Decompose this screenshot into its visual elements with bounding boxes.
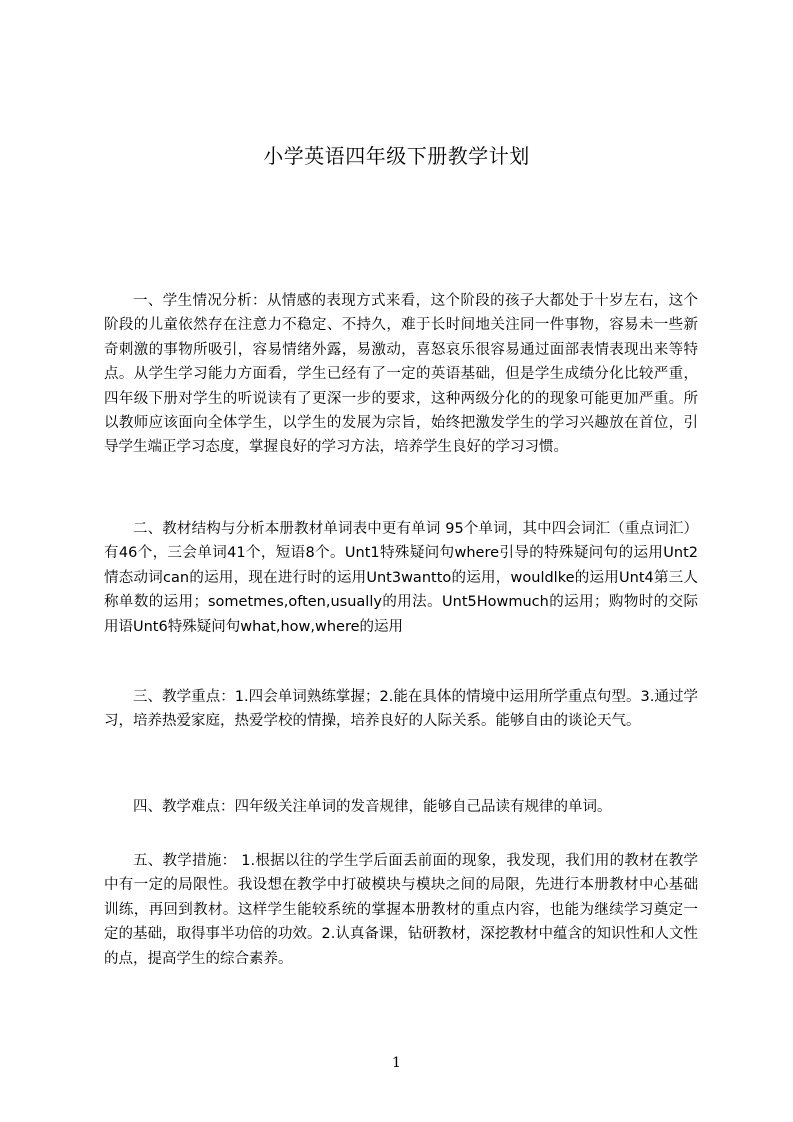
paragraph-student-analysis: 一、学生情况分析：从情感的表现方式来看，这个阶段的孩子大都处于十岁左右，这个阶段的儿童依然存在注意力不稳定、不持久，难于长时间地关注同一件事物，容易未一些新奇刺激的事物所吸引，容易情绪外露，易激动，喜怒哀乐很容易通过面部表情表现出来等特点。从学生学习能力方面看，学生已经有了一定的英语基础，但是学生成绩分化比较严重，四年级下册对学生的听说读有了更深一步的要求，这种两级分化的的现象可能更加严重。所以教师应该面向全体学生，以学生的发展为宗旨，始终把激发学生的学习兴趣放在首位，引导学生端正学习态度，掌握良好的学习方法，培养学生良好的学习习惯。 [104,293,698,456]
page-number: 1 [392,1055,401,1071]
paragraph-textbook-structure: 二、教材结构与分析本册教材单词表中更有单词 95个单词，其中四会词汇（重点词汇）有46个，三会单词41个，短语8个。Unt1特殊疑问句where引导的特殊疑问句的运用Unt2情态动词can的运用，现在进行时的运用Unt3wantto的运用，wouldlke的运用Unt4第三人称单数的运用；sometmes,often,usually的用法。Unt5Howmuch的运用；购物时的交际用语Unt6特殊疑问句what,how,where的运用 [104,521,698,635]
paragraph-teaching-difficulty: 四、教学难点：四年级关注单词的发音规律，能够自己品读有规律的单词。 [133,799,612,815]
document-title: 小学英语四年级下册教学计划 [263,144,530,168]
paragraph-teaching-focus: 三、教学重点：1.四会单词熟练掌握；2.能在具体的情境中运用所学重点句型。3.通过学习，培养热爱家庭，热爱学校的情操，培养良好的人际关系。能够自由的谈论天气。 [104,689,698,730]
paragraph-teaching-measures: 五、教学措施： 1.根据以往的学生学后面丢前面的现象，我发现，我们用的教材在教学中有一定的局限性。我设想在教学中打破模块与模块之间的局限，先进行本册教材中心基础训练，再回到教材。这样学生能较系统的掌握本册教材的重点内容，也能为继续学习奠定一定的基础，取得事半功倍的功效。2.认真备课，钻研教材，深挖教材中蕴含的知识性和人文性的点，提高学生的综合素养。 [104,853,698,967]
